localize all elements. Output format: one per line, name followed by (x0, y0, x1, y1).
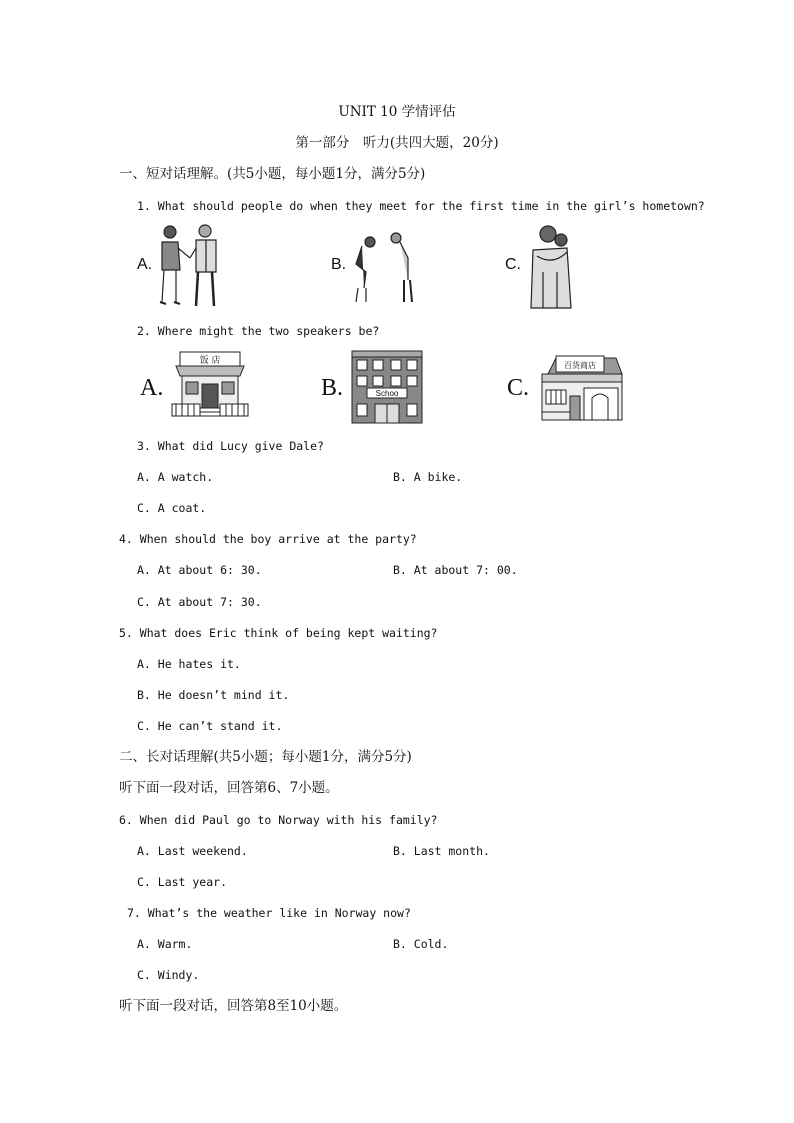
question-4: 4. When should the boy arrive at the party? (119, 532, 417, 546)
store-sign: 百货商店 (564, 361, 596, 370)
question-7: 7. What’s the weather like in Norway now? (127, 906, 411, 920)
q3-option-a: A. A watch. (137, 470, 214, 484)
q6-option-a: A. Last weekend. (137, 844, 248, 858)
hugging-image (523, 222, 583, 312)
q7-option-c: C. Windy. (137, 968, 200, 982)
restaurant-image (170, 350, 250, 420)
question-6: 6. When did Paul go to Norway with his family? (119, 813, 438, 827)
q4-option-b: B. At about 7: 00. (393, 563, 518, 577)
q4-option-a: A. At about 6: 30. (137, 563, 262, 577)
q6-option-b: B. Last month. (393, 844, 490, 858)
section-2-heading: 二、长对话理解(共5小题；每小题1分，满分5分) (119, 749, 412, 765)
part-heading: 第一部分 听力(共四大题，20分) (295, 135, 499, 151)
q4-option-c: C. At about 7: 30. (137, 595, 262, 609)
q5-option-a: A. He hates it. (137, 657, 241, 671)
question-5: 5. What does Eric think of being kept waiting? (119, 626, 438, 640)
handshake-image (150, 222, 230, 312)
dialogue-intro-1: 听下面一段对话，回答第6、7小题。 (119, 780, 339, 796)
restaurant-sign: 饭 店 (199, 356, 221, 366)
q6-option-c: C. Last year. (137, 875, 228, 889)
q1-option-a-label: A. (137, 256, 153, 273)
q7-option-a: A. Warm. (137, 937, 193, 951)
question-3: 3. What did Lucy give Dale? (137, 439, 324, 453)
bowing-image (348, 228, 428, 308)
q2-option-a-label: A. (140, 375, 164, 401)
q7-option-b: B. Cold. (393, 937, 449, 951)
question-1: 1. What should people do when they meet for the first time in the girl’s hometown? (137, 199, 705, 213)
q2-option-c-label: C. (507, 375, 530, 401)
q1-option-c-label: C. (505, 256, 521, 273)
q3-option-b: B. A bike. (393, 470, 463, 484)
q5-option-b: B. He doesn’t mind it. (137, 688, 290, 702)
school-image (351, 350, 423, 424)
page-title: UNIT 10 学情评估 (338, 104, 456, 120)
department-store-image (536, 352, 626, 422)
q5-option-c: C. He can’t stand it. (137, 719, 283, 733)
q3-option-c: C. A coat. (137, 501, 207, 515)
q2-option-b-label: B. (321, 375, 344, 401)
question-2: 2. Where might the two speakers be? (137, 324, 380, 338)
section-1-heading: 一、短对话理解。(共5小题，每小题1分，满分5分) (119, 166, 426, 182)
dialogue-intro-2: 听下面一段对话，回答第8至10小题。 (119, 998, 348, 1014)
q1-option-b-label: B. (331, 256, 347, 273)
school-sign: Schoo (375, 389, 399, 398)
